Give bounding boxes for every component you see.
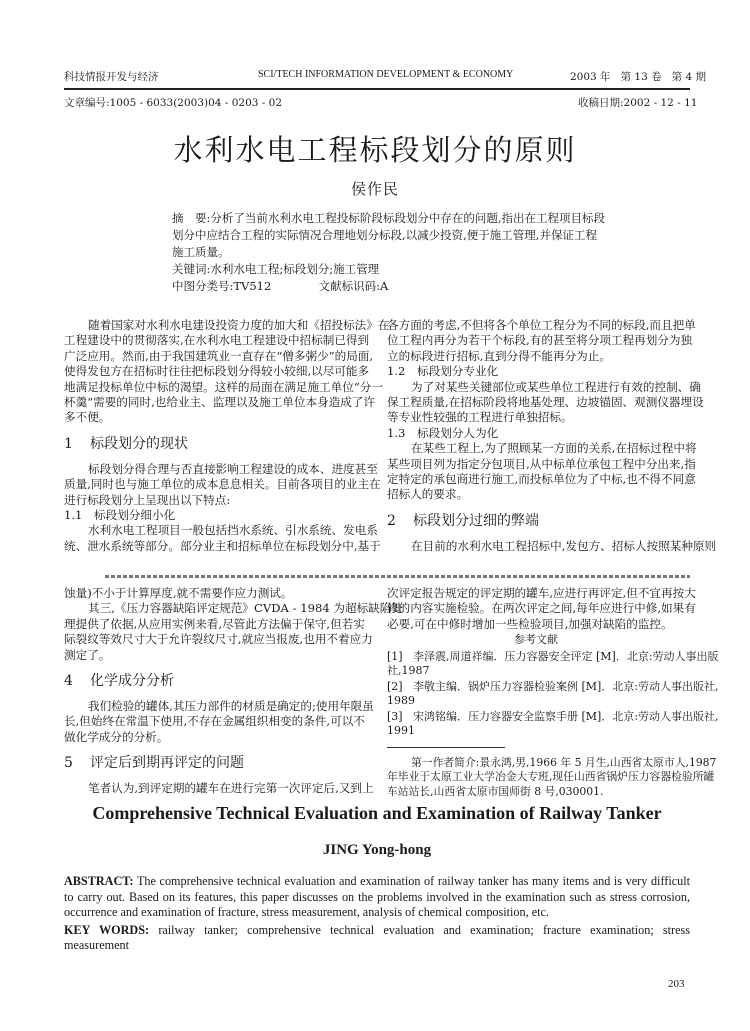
keywords-text: railway tanker; comprehensive technical evaluation and examination; fracture examination; stress measurement [64,922,691,953]
text-line: 为了对某些关键部位或某些单位工程进行有效的控制、确 [411,379,701,394]
text-line: 必要,可在中修时增加一些检验项目,加强对缺陷的监控。 [387,616,673,631]
article-number: 文章编号:1005 - 6033(2003)04 - 0203 - 02 [64,97,283,109]
abstract-line: 施工质量。 [172,245,230,259]
section-heading [64,753,362,773]
text-line: 其三,《压力容器缺陷评定规范》CVDA - 1984 为超标缺陷处 [88,601,403,616]
reference-text: 李敬主编．锅炉压力容器检验案例 [M]．北京:劳动人事出版社, [413,679,719,693]
upper-right-column [387,318,717,554]
section-separator [105,575,690,578]
text-line: 定特定的承包商进行施工,而投标单位为了中标,也不得不同意 [387,472,696,487]
upper-left-column [64,318,390,554]
reference-item [387,649,719,678]
text-line: 修的内容实施检验。在两次评定之间,每年应进行中修,如果有 [387,601,696,616]
text-line: 做化学成分的分析。 [64,729,169,744]
subsection-heading [64,508,362,523]
abstract-label: ABSTRACT: [64,874,134,888]
text-line: 保工程质量,在招标阶段将地基处理、边坡锚固、观测仪器埋设 [387,395,704,410]
page-number: 203 [668,978,685,990]
paragraph [387,538,717,554]
paragraph [64,781,374,796]
abstract-text: The comprehensive technical evaluation and examination of railway tanker has many items and is very difficult to carry out. Based on its features, this paper discusses on the problems involved in the examination such as stress corrosion, occurrence and examination of fracture, stress measurement, analysis of chemical composition, etc. [64,874,690,920]
text-line: 各方面的考虑,不但将各个单位工程分为不同的标段,而且把单 [387,318,696,332]
text-line: 广泛应用。然而,由于我国建筑业一直存在“僧多粥少”的局面, [64,348,374,363]
reference-line [387,649,719,664]
text-line: 杯羹”需要的同时,也给业主、监理以及施工单位本身造成了许 [64,395,376,410]
text-line: 在某些工程上,为了照顾某一方面的关系,在招标过程中将 [411,441,697,456]
keywords-label: KEY WORDS: [64,922,150,937]
references-heading: 参考文献 [514,633,558,647]
text-line: 某些项目列为指定分包项目,从中标单位承包工程中分出来,指 [387,456,696,471]
paragraph [387,441,697,503]
author: 侯作民 [350,180,399,198]
text-line: 笔者认为,到评定期的罐车在进行完第一次评定后,又到上 [88,781,374,796]
text-line: 随着国家对水利水电建设投资力度的加大和《招投标法》在 [88,318,390,332]
paragraph [387,379,704,426]
abstract-line: 划分中应结合工程的实际情况合理地划分标段,以减少投资,便于施工管理,并保证工程 [172,228,597,242]
text-line: 进行标段划分上呈现出以下特点: [64,492,231,507]
reference-item [387,709,719,738]
subsection-heading [387,426,685,441]
paragraph [64,318,390,426]
abstract-line: 摘 要:分析了当前水利水电工程投标阶段标段划分中存在的问题,指出在工程项目标段 [172,211,606,225]
subsection-heading [387,364,685,379]
reference-number: [2] [387,679,403,693]
heading-number: 2 [387,512,396,529]
lower-right-column [387,586,719,799]
heading-number: 4 [64,673,73,690]
text-line: 等专业性较强的工程进行单独招标。 [387,410,573,425]
heading-text: 标段划分细小化 [94,508,176,523]
page-title: 水利水电工程标段划分的原则 [173,133,577,167]
issue-info: 2003 年 第 13 卷 第 4 期 [570,71,706,83]
paragraph [387,318,696,364]
reference-text: 宋鸿铭编．压力容器安全监察手册 [M]．北京:劳动人事出版社, [413,709,719,723]
heading-number: 1.3 [387,425,406,440]
reference-list [387,649,719,738]
reference-text: 李泽震,周道祥编．压力容器安全评定 [M]．北京:劳动人事出版 [413,649,719,663]
reference-line: 1989 [387,693,415,707]
heading-number: 1 [64,435,73,452]
paragraph [64,523,381,554]
text-line: 地满足投标单位中标的渴望。这样的局面在满足施工单位“分一 [64,379,383,394]
received-date: 收稿日期:2002 - 12 - 11 [578,97,698,109]
footnote-rule [387,747,505,748]
heading-text: 化学成分分析 [90,673,174,690]
text-line: 在目前的水利水电工程招标中,发包方、招标人按照某种原则 [411,538,717,553]
text-line: 工程建设中的贯彻落实,在水利水电工程建设中招标制已得到 [64,333,370,348]
english-title: Comprehensive Technical Evaluation and Examination of Railway Tanker [92,803,662,823]
classification [172,278,590,295]
text-line: 长,但始终在常温下使用,不存在金属组织相变的条件,可以不 [64,714,365,729]
section-heading [387,511,685,531]
text-line: 次评定报告规定的评定期的罐车,应进行再评定,但不宜再按大 [387,586,696,600]
heading-text: 标段划分专业化 [417,364,499,379]
paragraph [64,586,362,601]
reference-line: 社,1987 [387,663,430,677]
reference-line: 1991 [387,723,415,737]
heading-number: 1.2 [387,364,406,379]
text-line: 水利水电工程项目一般包括挡水系统、引水系统、发电系 [88,523,378,538]
paragraph [64,601,403,663]
reference-number: [3] [387,709,403,723]
section-heading [64,671,362,691]
paragraph [64,461,381,508]
text-line: 质量,同时也与施工单位的成本息息相关。目前各项目的业主在 [64,477,381,492]
heading-text: 标段划分人为化 [417,425,499,440]
journal-name-cn: 科技情报开发与经济 [64,71,159,83]
text-line: 际裂纹等效尺寸大于允许裂纹尺寸,就应当报废,也用不着应力 [64,632,373,647]
keywords-cn: 关键词:水利水电工程;标段划分;施工管理 [172,262,380,276]
text-line: 招标人的要求。 [387,487,469,502]
bio-line: 年毕业于太原工业大学冶金大专班,现任山西省锅炉压力容器检验所罐 [387,770,715,784]
reference-line [387,709,719,724]
text-line: 统、泄水系统等部分。部分业主和招标单位在标段划分中,基于 [64,538,381,553]
heading-text: 标段划分的现状 [90,435,188,452]
reference-number: [1] [387,649,403,663]
heading-text: 评定后到期再评定的问题 [90,755,244,772]
section-heading [64,434,362,454]
text-line: 我们检验的罐体,其压力部件的材质是确定的;使用年限虽 [88,699,374,714]
heading-number: 1.1 [64,508,83,523]
clc-number: 中图分类号:TV512 [172,279,272,293]
heading-number: 5 [64,755,73,772]
text-line: 多不便。 [64,410,111,425]
author-bio [387,755,717,800]
bio-line: 车站站长,山西省太原市国师街 8 号,030001. [387,784,604,798]
text-line: 测定了。 [64,647,111,662]
english-abstract [64,874,690,954]
text-line: 标段划分得合理与否直接影响工程建设的成本、进度甚至 [88,461,378,476]
reference-line [387,679,719,694]
heading-text: 标段划分过细的弊端 [413,512,539,529]
text-line: 立的标段进行招标,直到分得不能再分为止。 [387,348,611,363]
english-author: JING Yong-hong [322,842,432,858]
text-line: 使得发包方在招标时往往把标段划分得较小较细,以尽可能多 [64,364,370,379]
bio-line: 第一作者简介:景永鸿,男,1966 年 5 月生,山西省太原市人,1987 [411,755,717,769]
paragraph [64,699,374,745]
reference-item [387,679,719,708]
text-line: 位工程内再分为若干个标段,有的甚至将分项工程再划分为独 [387,333,693,348]
text-line: 蚀量)不小于计算厚度,就不需要作应力测试。 [64,586,293,600]
abstract-cn [172,210,606,295]
text-line: 理提供了依据,从应用实例来看,尽管此方法偏于保守,但若实 [64,616,365,631]
header-rule [64,88,690,90]
document-code: 文献标识码:A [318,279,389,293]
journal-name-en: SCI/TECH INFORMATION DEVELOPMENT & ECONOMY [258,69,514,80]
